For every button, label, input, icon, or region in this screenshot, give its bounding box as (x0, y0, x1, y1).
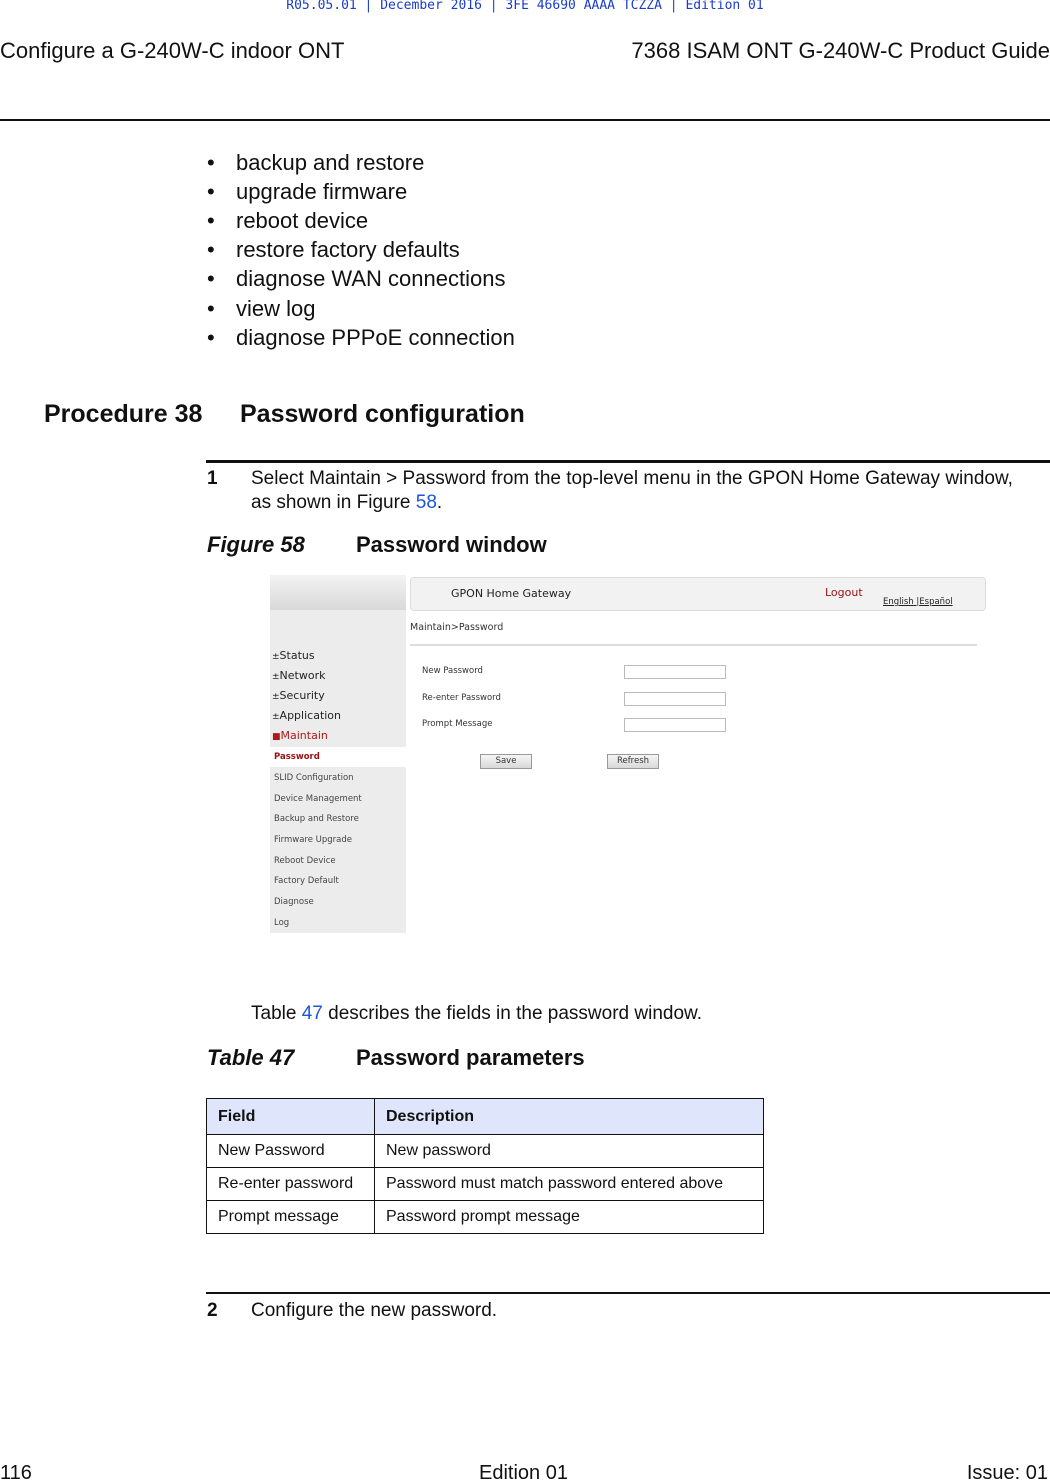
table-cell: Re-enter password (207, 1168, 375, 1201)
espanol-link[interactable]: Español (919, 597, 953, 607)
submenu-factory-default[interactable]: Factory Default (274, 876, 339, 886)
figure-title: Password window (356, 532, 547, 557)
submenu-log[interactable]: Log (274, 918, 290, 928)
header-right: 7368 ISAM ONT G-240W-C Product Guide (631, 38, 1050, 63)
footer-issue: Issue: 01 (966, 1462, 1048, 1484)
step-text: Select Maintain > Password from the top-level menu in the GPON Home Gateway window, as shown in Figure 58. (251, 468, 1013, 513)
submenu-slid[interactable]: SLID Configuration (274, 773, 354, 783)
password-window-screenshot (270, 575, 985, 935)
breadcrumb: Maintain>Password (410, 622, 504, 633)
table-cell: Password must match password entered above (375, 1168, 764, 1201)
table-row (207, 1168, 764, 1201)
table-header-row (207, 1099, 764, 1135)
menu-status[interactable]: ±Status (272, 649, 315, 662)
field-label: New Password (422, 666, 483, 676)
menu-security[interactable]: ±Security (272, 689, 325, 702)
table-cell: New Password (207, 1135, 375, 1168)
table-title: Password parameters (356, 1045, 585, 1070)
field-label: Prompt Message (422, 719, 493, 729)
table-row (207, 1135, 764, 1168)
step-rule (206, 1292, 1050, 1294)
submenu-password[interactable]: Password (274, 752, 320, 762)
field-label: Re-enter Password (422, 693, 501, 703)
submenu-diagnose[interactable]: Diagnose (274, 897, 314, 907)
step-number: 2 (207, 1300, 218, 1321)
figure-link[interactable]: 58 (415, 492, 437, 513)
table-row (207, 1201, 764, 1234)
bullet-item: • reboot device (207, 208, 369, 233)
procedure-title: Password configuration (240, 400, 525, 428)
table-label: Table 47 (207, 1045, 295, 1070)
language-links: English |Español (883, 597, 953, 607)
table-cell: Password prompt message (375, 1201, 764, 1234)
english-link[interactable]: English (883, 597, 914, 607)
table-cell: New password (375, 1135, 764, 1168)
submenu-reboot[interactable]: Reboot Device (274, 856, 336, 866)
procedure-number: Procedure 38 (44, 400, 203, 428)
step-number: 1 (207, 468, 218, 489)
logout-link[interactable]: Logout (825, 586, 863, 599)
bullet-item: • upgrade firmware (207, 179, 408, 204)
new-password-input[interactable] (624, 665, 726, 679)
column-header: Field (207, 1099, 375, 1135)
bullet-item: • backup and restore (207, 150, 425, 175)
bullet-item: • diagnose WAN connections (207, 266, 506, 291)
table-cell: Prompt message (207, 1201, 375, 1234)
step-text: Configure the new password. (251, 1300, 498, 1321)
bullet-item: • view log (207, 296, 316, 321)
header-left: Configure a G-240W-C indoor ONT (0, 38, 345, 63)
page-number: 116 (0, 1462, 32, 1484)
column-header: Description (375, 1099, 764, 1135)
menu-network[interactable]: ±Network (272, 669, 326, 682)
password-parameters-table (206, 1098, 764, 1234)
top-bar (410, 577, 986, 611)
bullet-item: • restore factory defaults (207, 237, 460, 262)
app-title: GPON Home Gateway (451, 587, 572, 600)
save-button[interactable]: Save (480, 754, 532, 769)
reenter-password-input[interactable] (624, 692, 726, 706)
prompt-message-input[interactable] (624, 718, 726, 732)
document-banner: R05.05.01 | December 2016 | 3FE 46690 AAAA TCZZA | Edition 01 (286, 0, 764, 13)
table-reference: Table 47 describes the fields in the password window. (251, 1003, 702, 1024)
bullet-item: • diagnose PPPoE connection (207, 325, 515, 350)
menu-application[interactable]: ±Application (272, 709, 342, 722)
submenu-backup[interactable]: Backup and Restore (274, 814, 359, 824)
submenu-device-management[interactable]: Device Management (274, 794, 362, 804)
header-rule (0, 119, 1050, 121)
refresh-button[interactable]: Refresh (607, 754, 659, 769)
figure-label: Figure 58 (207, 532, 305, 557)
procedure-rule (206, 460, 1050, 463)
menu-maintain[interactable]: ■Maintain (272, 729, 328, 742)
footer-edition: Edition 01 (479, 1462, 568, 1484)
table-link[interactable]: 47 (301, 1003, 323, 1024)
submenu-firmware[interactable]: Firmware Upgrade (274, 835, 352, 845)
